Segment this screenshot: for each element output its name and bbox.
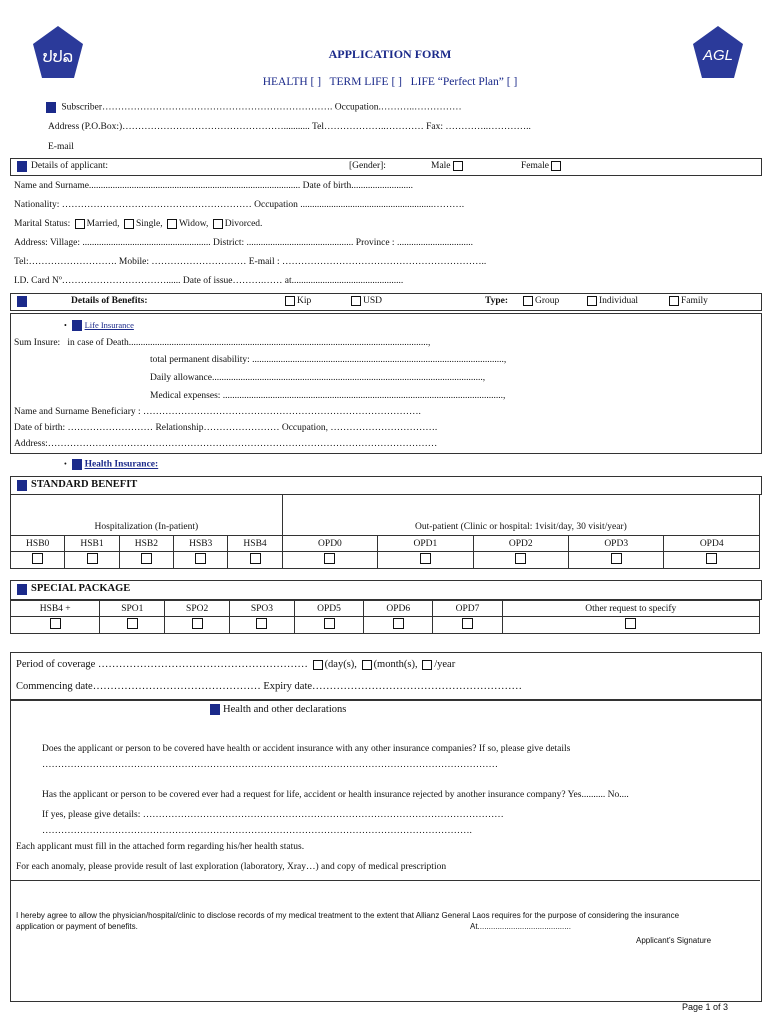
hsb4-plus-checkbox[interactable] bbox=[50, 618, 61, 629]
hsb4-checkbox[interactable] bbox=[250, 553, 261, 564]
widow-checkbox[interactable] bbox=[167, 219, 177, 229]
details-of-applicant-label: Details of applicant: bbox=[31, 161, 109, 171]
spo2-checkbox[interactable] bbox=[192, 618, 203, 629]
nationality-line bbox=[14, 200, 464, 210]
expiry-date-field[interactable]: Expiry date…………………………………………………… bbox=[263, 681, 523, 692]
section-a-address-line bbox=[48, 122, 531, 132]
dates-line bbox=[16, 681, 522, 692]
beneficiary-address-line bbox=[14, 439, 437, 449]
occupation-field[interactable]: Occupation.………..…………… bbox=[334, 102, 462, 113]
section-a-marker bbox=[46, 102, 56, 113]
medical-expenses-line bbox=[150, 391, 505, 401]
hsb2-checkbox[interactable] bbox=[141, 553, 152, 564]
life-insurance-marker bbox=[72, 320, 82, 331]
details-of-benefits-label: Details of Benefits: bbox=[71, 296, 148, 306]
opd5-label: OPD5 bbox=[294, 601, 363, 617]
male-checkbox[interactable] bbox=[453, 161, 463, 171]
life-perfect-plan-option: LIFE “Perfect Plan” [ ] bbox=[410, 76, 518, 88]
usd-checkbox[interactable] bbox=[351, 296, 361, 306]
opd1-checkbox[interactable] bbox=[420, 553, 431, 564]
opd4-label: OPD4 bbox=[664, 536, 760, 552]
province-field[interactable]: Province : ................................ bbox=[355, 238, 473, 248]
married-checkbox[interactable] bbox=[75, 219, 85, 229]
commencing-date-field[interactable]: Commencing date………………………………………… bbox=[16, 681, 261, 692]
applicant-occupation-field[interactable]: Occupation ........................................................………. bbox=[254, 200, 465, 210]
opd7-checkbox[interactable] bbox=[462, 618, 473, 629]
section-c-marker bbox=[17, 296, 27, 307]
death-benefit-field[interactable]: in case of Death.............................................................................................................................., bbox=[67, 338, 431, 348]
declarations-marker bbox=[210, 704, 220, 715]
gender-label: [Gender]: bbox=[349, 161, 386, 171]
section-c-header bbox=[10, 293, 762, 311]
beneficiary-field[interactable]: Name and Surname Beneficiary : ……………………………………………………………………………. bbox=[14, 407, 421, 417]
daily-allowance-field[interactable]: Daily allowance.................................................................................................................., bbox=[150, 373, 486, 383]
applicant-email-field[interactable]: E-mail : ……………………………………………………….. bbox=[248, 257, 487, 267]
female-option[interactable]: Female bbox=[521, 161, 563, 171]
single-checkbox[interactable] bbox=[124, 219, 134, 229]
group-checkbox[interactable] bbox=[523, 296, 533, 306]
question-1-answer-line[interactable]: ……………………………………………………………………………………………………………………………… bbox=[42, 760, 498, 770]
yes-option[interactable]: Yes.......... bbox=[567, 790, 606, 800]
daily-allowance-line bbox=[150, 373, 485, 383]
subscriber-field[interactable]: Subscriber………………………………………………………………. bbox=[61, 102, 333, 113]
hsb0-checkbox[interactable] bbox=[32, 553, 43, 564]
special-package-marker bbox=[17, 584, 27, 595]
days-checkbox[interactable] bbox=[313, 660, 323, 670]
district-field[interactable]: District: ............................................. bbox=[213, 238, 354, 248]
type-label: Type: bbox=[485, 296, 509, 306]
months-checkbox[interactable] bbox=[362, 660, 372, 670]
applicant-tel-field[interactable]: Tel:………………………. bbox=[14, 257, 117, 267]
fax-field[interactable]: Fax: …………..………….. bbox=[426, 122, 531, 132]
standard-benefit-table bbox=[10, 494, 760, 569]
tpd-line bbox=[150, 355, 506, 365]
standard-benefit-header: STANDARD BENEFIT bbox=[10, 476, 762, 495]
name-line bbox=[14, 181, 413, 191]
give-details-line[interactable]: If yes, please give details: …………………………………………………………………………………………………… bbox=[42, 810, 504, 820]
female-checkbox[interactable] bbox=[551, 161, 561, 171]
village-field[interactable]: Address: Village: ...................................................... bbox=[14, 238, 211, 248]
other-request-label: Other request to specify bbox=[502, 601, 759, 617]
left-logo-text: ປປລ bbox=[42, 47, 74, 66]
marital-label: Marital Status: bbox=[14, 219, 71, 230]
other-request-checkbox[interactable] bbox=[625, 618, 636, 629]
health-insurance-heading: • Health Insurance: bbox=[64, 459, 159, 470]
inpatient-header: Hospitalization (In-patient) bbox=[11, 495, 283, 536]
anomaly-note: For each anomaly, please provide result of last exploration (laboratory, Xray…) and copy of medical prescription bbox=[16, 862, 447, 872]
hsb2-label: HSB2 bbox=[119, 536, 173, 552]
right-logo-text: AGL bbox=[702, 47, 734, 64]
issue-at-field[interactable]: at............................................... bbox=[284, 276, 404, 286]
id-card-field[interactable]: I.D. Card Nº……………………………...... bbox=[14, 276, 181, 286]
beneficiary-occupation-field[interactable]: Occupation, ……………………………. bbox=[281, 423, 438, 433]
opd0-checkbox[interactable] bbox=[324, 553, 335, 564]
signature-at-field[interactable]: At.......................................... bbox=[470, 922, 571, 931]
mobile-field[interactable]: Mobile: ………………………… bbox=[118, 257, 247, 267]
tel-field[interactable]: Tel………………..………… bbox=[312, 122, 424, 132]
individual-option[interactable]: Individual bbox=[585, 296, 638, 306]
opd0-label: OPD0 bbox=[282, 536, 377, 552]
nationality-field[interactable]: Nationality: …………………………………………………… bbox=[14, 200, 252, 210]
opd6-label: OPD6 bbox=[364, 601, 433, 617]
id-card-line bbox=[14, 276, 403, 286]
name-field[interactable]: Name and Surname......................................................................................... bbox=[14, 181, 301, 191]
life-insurance-heading: • Life Insurance bbox=[64, 320, 134, 330]
hsb4-label: HSB4 bbox=[228, 536, 282, 552]
spo2-label: SPO2 bbox=[165, 601, 230, 617]
spo3-label: SPO3 bbox=[230, 601, 295, 617]
email-field[interactable]: E-mail bbox=[48, 142, 74, 152]
special-package-table bbox=[10, 600, 760, 634]
beneficiary-address-field[interactable]: Address:…………………………………………………………………………………………………………… bbox=[14, 439, 438, 449]
hsb0-label: HSB0 bbox=[11, 536, 65, 552]
hsb4-plus-label: HSB4 + bbox=[11, 601, 100, 617]
health-insurance-marker bbox=[72, 459, 82, 470]
hsb1-checkbox[interactable] bbox=[87, 553, 98, 564]
kip-option[interactable]: Kip bbox=[283, 296, 311, 306]
applicant-signature-label: Applicant’s Signature bbox=[636, 936, 712, 945]
outpatient-header: Out-patient (Clinic or hospital: 1visit/day, 30 visit/year) bbox=[282, 495, 759, 536]
special-package-header: SPECIAL PACKAGE bbox=[10, 580, 762, 600]
individual-checkbox[interactable] bbox=[587, 296, 597, 306]
hsb3-checkbox[interactable] bbox=[195, 553, 206, 564]
opd1-label: OPD1 bbox=[378, 536, 473, 552]
family-option[interactable]: Family bbox=[667, 296, 708, 306]
dob-field[interactable]: Date of birth.......................... bbox=[302, 181, 413, 191]
standard-benefit-marker bbox=[17, 480, 27, 491]
term-life-option: TERM LIFE [ ] bbox=[329, 76, 402, 88]
marital-line: Marital Status: Married, Single, Widow, Divorced. bbox=[14, 219, 263, 230]
opd7-label: OPD7 bbox=[433, 601, 502, 617]
address-field[interactable]: Address (P.O.Box:)……………………………………………........... bbox=[48, 122, 310, 132]
agl-logo bbox=[690, 24, 746, 80]
year-checkbox[interactable] bbox=[422, 660, 432, 670]
opd2-label: OPD2 bbox=[473, 536, 568, 552]
details-answer-line[interactable]: ………………………………………………………………………………………………………………………. bbox=[42, 826, 472, 836]
health-option: HEALTH [ ] bbox=[262, 76, 322, 88]
question-2: Has the applicant or person to be covered ever had a request for life, accident or health insurance rejected by another insurance company? Yes.......... No.... bbox=[42, 790, 629, 800]
opd3-checkbox[interactable] bbox=[611, 553, 622, 564]
question-1: Does the applicant or person to be covered have health or accident insurance with any other insurance companies? If so, please give details bbox=[42, 744, 571, 754]
declarations-heading: Health and other declarations bbox=[210, 704, 346, 715]
opd3-label: OPD3 bbox=[568, 536, 663, 552]
tel-line bbox=[14, 257, 486, 267]
section-a-subscriber-line bbox=[28, 102, 462, 113]
sum-insure-line: Sum Insure: in case of Death.............................................................................................................................., bbox=[14, 338, 431, 348]
group-option[interactable]: Group bbox=[521, 296, 559, 306]
hsb1-label: HSB1 bbox=[65, 536, 119, 552]
no-option[interactable]: No.... bbox=[607, 790, 629, 800]
period-line: Period of coverage …………………………………………………… (day(s), (month(s), /year bbox=[16, 659, 456, 670]
form-subtitle bbox=[140, 76, 640, 88]
spo3-checkbox[interactable] bbox=[256, 618, 267, 629]
beneficiary-line bbox=[14, 407, 421, 417]
spo1-label: SPO1 bbox=[100, 601, 165, 617]
company-logo-left bbox=[30, 24, 86, 80]
opd5-checkbox[interactable] bbox=[324, 618, 335, 629]
address-village-line bbox=[14, 238, 473, 248]
form-title: APPLICATION FORM bbox=[328, 47, 452, 61]
opd6-checkbox[interactable] bbox=[393, 618, 404, 629]
consent-text: I hereby agree to allow the physician/hospital/clinic to disclose records of my medical treatment to the extent that Allianz General Laos requires for the purpose of considering the insurance application or payment of benefits. bbox=[16, 911, 680, 931]
usd-option[interactable]: USD bbox=[349, 296, 382, 306]
beneficiary-details-line bbox=[14, 423, 437, 433]
each-applicant-note: Each applicant must fill in the attached form regarding his/her health status. bbox=[16, 842, 305, 852]
section-b-header bbox=[10, 158, 762, 176]
page-number: Page 1 of 3 bbox=[681, 1002, 728, 1012]
opd2-checkbox[interactable] bbox=[515, 553, 526, 564]
opd4-checkbox[interactable] bbox=[706, 553, 717, 564]
spo1-checkbox[interactable] bbox=[127, 618, 138, 629]
relationship-field[interactable]: Relationship…………………… bbox=[155, 423, 280, 433]
beneficiary-dob-field[interactable]: Date of birth: ……………………… bbox=[14, 423, 154, 433]
family-checkbox[interactable] bbox=[669, 296, 679, 306]
hsb3-label: HSB3 bbox=[174, 536, 228, 552]
period-of-coverage-field[interactable]: Period of coverage …………………………………………………… bbox=[16, 659, 308, 670]
tpd-field[interactable]: total permanent disability: .........................................................................................................., bbox=[150, 355, 507, 365]
male-option[interactable]: Male bbox=[431, 161, 465, 171]
consent-divider bbox=[10, 880, 760, 881]
divorced-checkbox[interactable] bbox=[213, 219, 223, 229]
section-b-marker bbox=[17, 161, 27, 172]
date-of-issue-field[interactable]: Date of issue……….…… bbox=[182, 276, 283, 286]
kip-checkbox[interactable] bbox=[285, 296, 295, 306]
section-a-email-line bbox=[48, 142, 74, 152]
medical-expenses-field[interactable]: Medical expenses: ......................................................................................................................, bbox=[150, 391, 506, 401]
